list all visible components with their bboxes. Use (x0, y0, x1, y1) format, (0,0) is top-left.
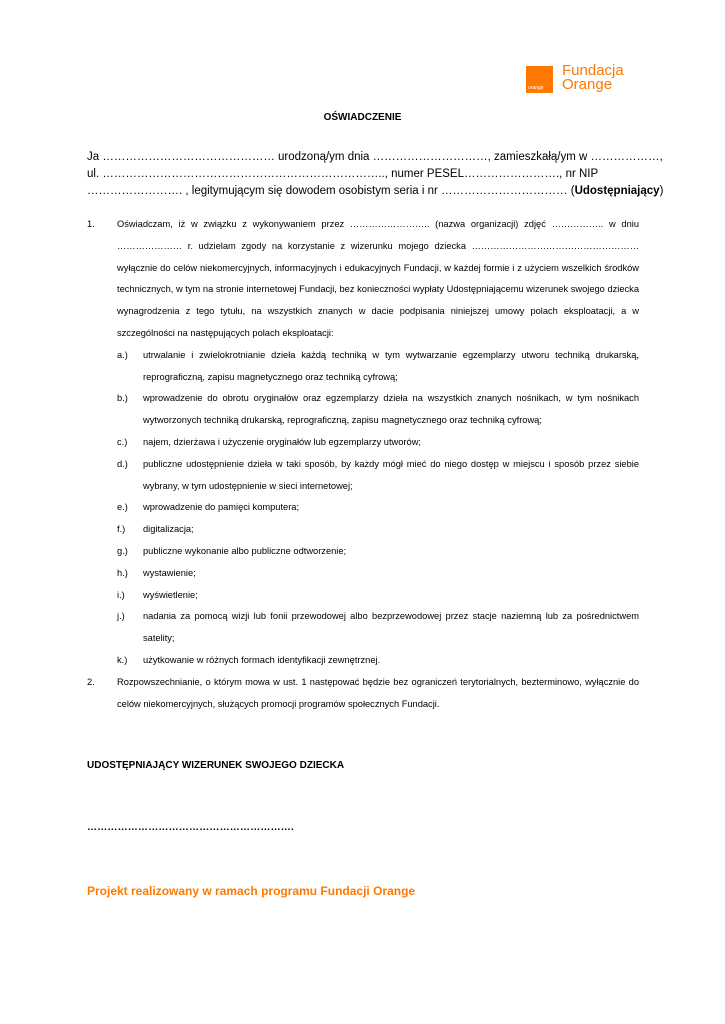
footer-note: Projekt realizowany w ramach programu Fundacji Orange (87, 884, 416, 898)
sub-letter: g.) (117, 545, 128, 556)
intro-line-3 (87, 183, 664, 200)
sub-list (117, 345, 639, 672)
logo-line1: Fundacja (562, 62, 624, 79)
signature-line: ……………………………………………………. (87, 822, 294, 833)
sub-item-j (117, 606, 639, 650)
sub-letter: f.) (117, 524, 126, 535)
clause-list (87, 214, 639, 715)
sub-item-b (117, 388, 639, 432)
sub-letter: k.) (117, 654, 128, 665)
sub-text: wystawienie; (143, 567, 196, 578)
intro-line-1: Ja ……………………………………… urodzoną/ym dnia …………………………, zamieszkałą/ym w ………………, (87, 151, 663, 163)
sub-item-c (117, 432, 639, 454)
sub-item-a (117, 345, 639, 389)
intro-paragraph (87, 149, 664, 200)
sub-item-k (117, 650, 639, 672)
sub-letter: b.) (117, 393, 128, 404)
clause-body: Oświadczam, iż w związku z wykonywaniem przez …………………….. (nazwa organizacji) zdjęć …………….. w dniu ………………… r. udzielam zgody na korzystanie z wizerunku mojego dziecka ……………………………………………… wyłącznie do celów niekomercyjnych, informacyjnych i edukacyjnych Fundacji, w każdej formie i z użyciem wszelkich środków technicznych, w tym na stronie internetowej Fundacji, bez konieczności wypłaty Udostępniającemu wizerunek swojego dziecka wynagrodzenia z tego tytułu, na wszystkich znanych w dacie podpisania niniejszej umowy polach eksploatacji, a w szczególności na następujących polach eksploatacji: (117, 219, 639, 338)
sub-letter: e.) (117, 502, 128, 513)
sub-item-d (117, 454, 639, 498)
sub-text: wprowadzenie do pamięci komputera; (143, 502, 300, 513)
sub-letter: a.) (117, 349, 128, 360)
sub-item-e (117, 497, 639, 519)
sub-text: nadania za pomocą wizji lub fonii przewodowej albo bezprzewodowej przez stacje naziemną lub za pośrednictwem satelity; (143, 611, 639, 644)
sub-text: wyświetlenie; (143, 589, 198, 600)
sub-item-f (117, 519, 639, 541)
intro-line-3a: ……………………. , legitymującym się dowodem osobistym seria i nr …………………………… ( (87, 185, 575, 197)
sub-item-g (117, 541, 639, 563)
logo-line2: Orange (562, 76, 613, 93)
clause-text: Rozpowszechnianie, o którym mowa w ust. 1 następować będzie bez ograniczeń terytorialnych, bezterminowo, wyłącznie do celów niekomercyjnych, służących promocji programów społecznych Fundacji. (117, 676, 639, 709)
clause-text (117, 214, 639, 672)
udostepniajacy-label: Udostępniający (574, 185, 660, 197)
sub-text: publiczne wykonanie albo publiczne odtworzenie; (143, 545, 347, 556)
orange-logo-label: orange (528, 85, 544, 91)
clause-number: 1. (87, 219, 95, 229)
sub-item-h (117, 563, 639, 585)
sub-text: użytkowanie w różnych formach identyfikacji zewnętrznej. (143, 654, 381, 665)
sub-letter: i.) (117, 589, 125, 600)
sub-letter: j.) (117, 611, 125, 622)
sub-text: wprowadzenie do obrotu oryginałów oraz egzemplarzy dzieła na wszystkich znanych nośnikach, w tym nośnikach wytworzonych techniką drukarską, reprograficzną, zapisu magnetycznego oraz techniką cyfrową; (143, 393, 639, 426)
signature-header: UDOSTĘPNIAJĄCY WIZERUNEK SWOJEGO DZIECKA (87, 760, 345, 771)
sub-text: najem, dzierżawa i użyczenie oryginałów lub egzemplarzy utworów; (143, 436, 421, 447)
page-title: OŚWIADCZENIE (323, 112, 402, 123)
clause-number: 2. (87, 676, 95, 687)
clause-2 (87, 672, 639, 716)
fundacja-orange-logo (526, 62, 624, 93)
orange-logo-square (526, 66, 553, 93)
intro-line-3c: ) (659, 185, 664, 197)
sub-text: publiczne udostępnienie dzieła w taki sposób, by każdy mógł mieć do niego dostęp w miejscu i sposób przez siebie wybrany, w tym udostępnienie w sieci internetowej; (143, 458, 639, 491)
logo-text (562, 64, 624, 92)
intro-line-2: ul. ……………………………………………………………….., numer PESEL……………………., nr NIP (87, 168, 599, 180)
sub-letter: h.) (117, 567, 128, 578)
sub-text: digitalizacja; (143, 524, 194, 535)
clause-1 (87, 214, 639, 672)
sub-item-i (117, 585, 639, 607)
sub-letter: d.) (117, 458, 128, 469)
sub-letter: c.) (117, 436, 128, 447)
sub-text: utrwalanie i zwielokrotnianie dzieła każdą techniką w tym wytwarzanie egzemplarzy utworu techniką drukarską, reprograficzną, zapisu magnetycznego oraz techniką cyfrową; (143, 349, 639, 382)
